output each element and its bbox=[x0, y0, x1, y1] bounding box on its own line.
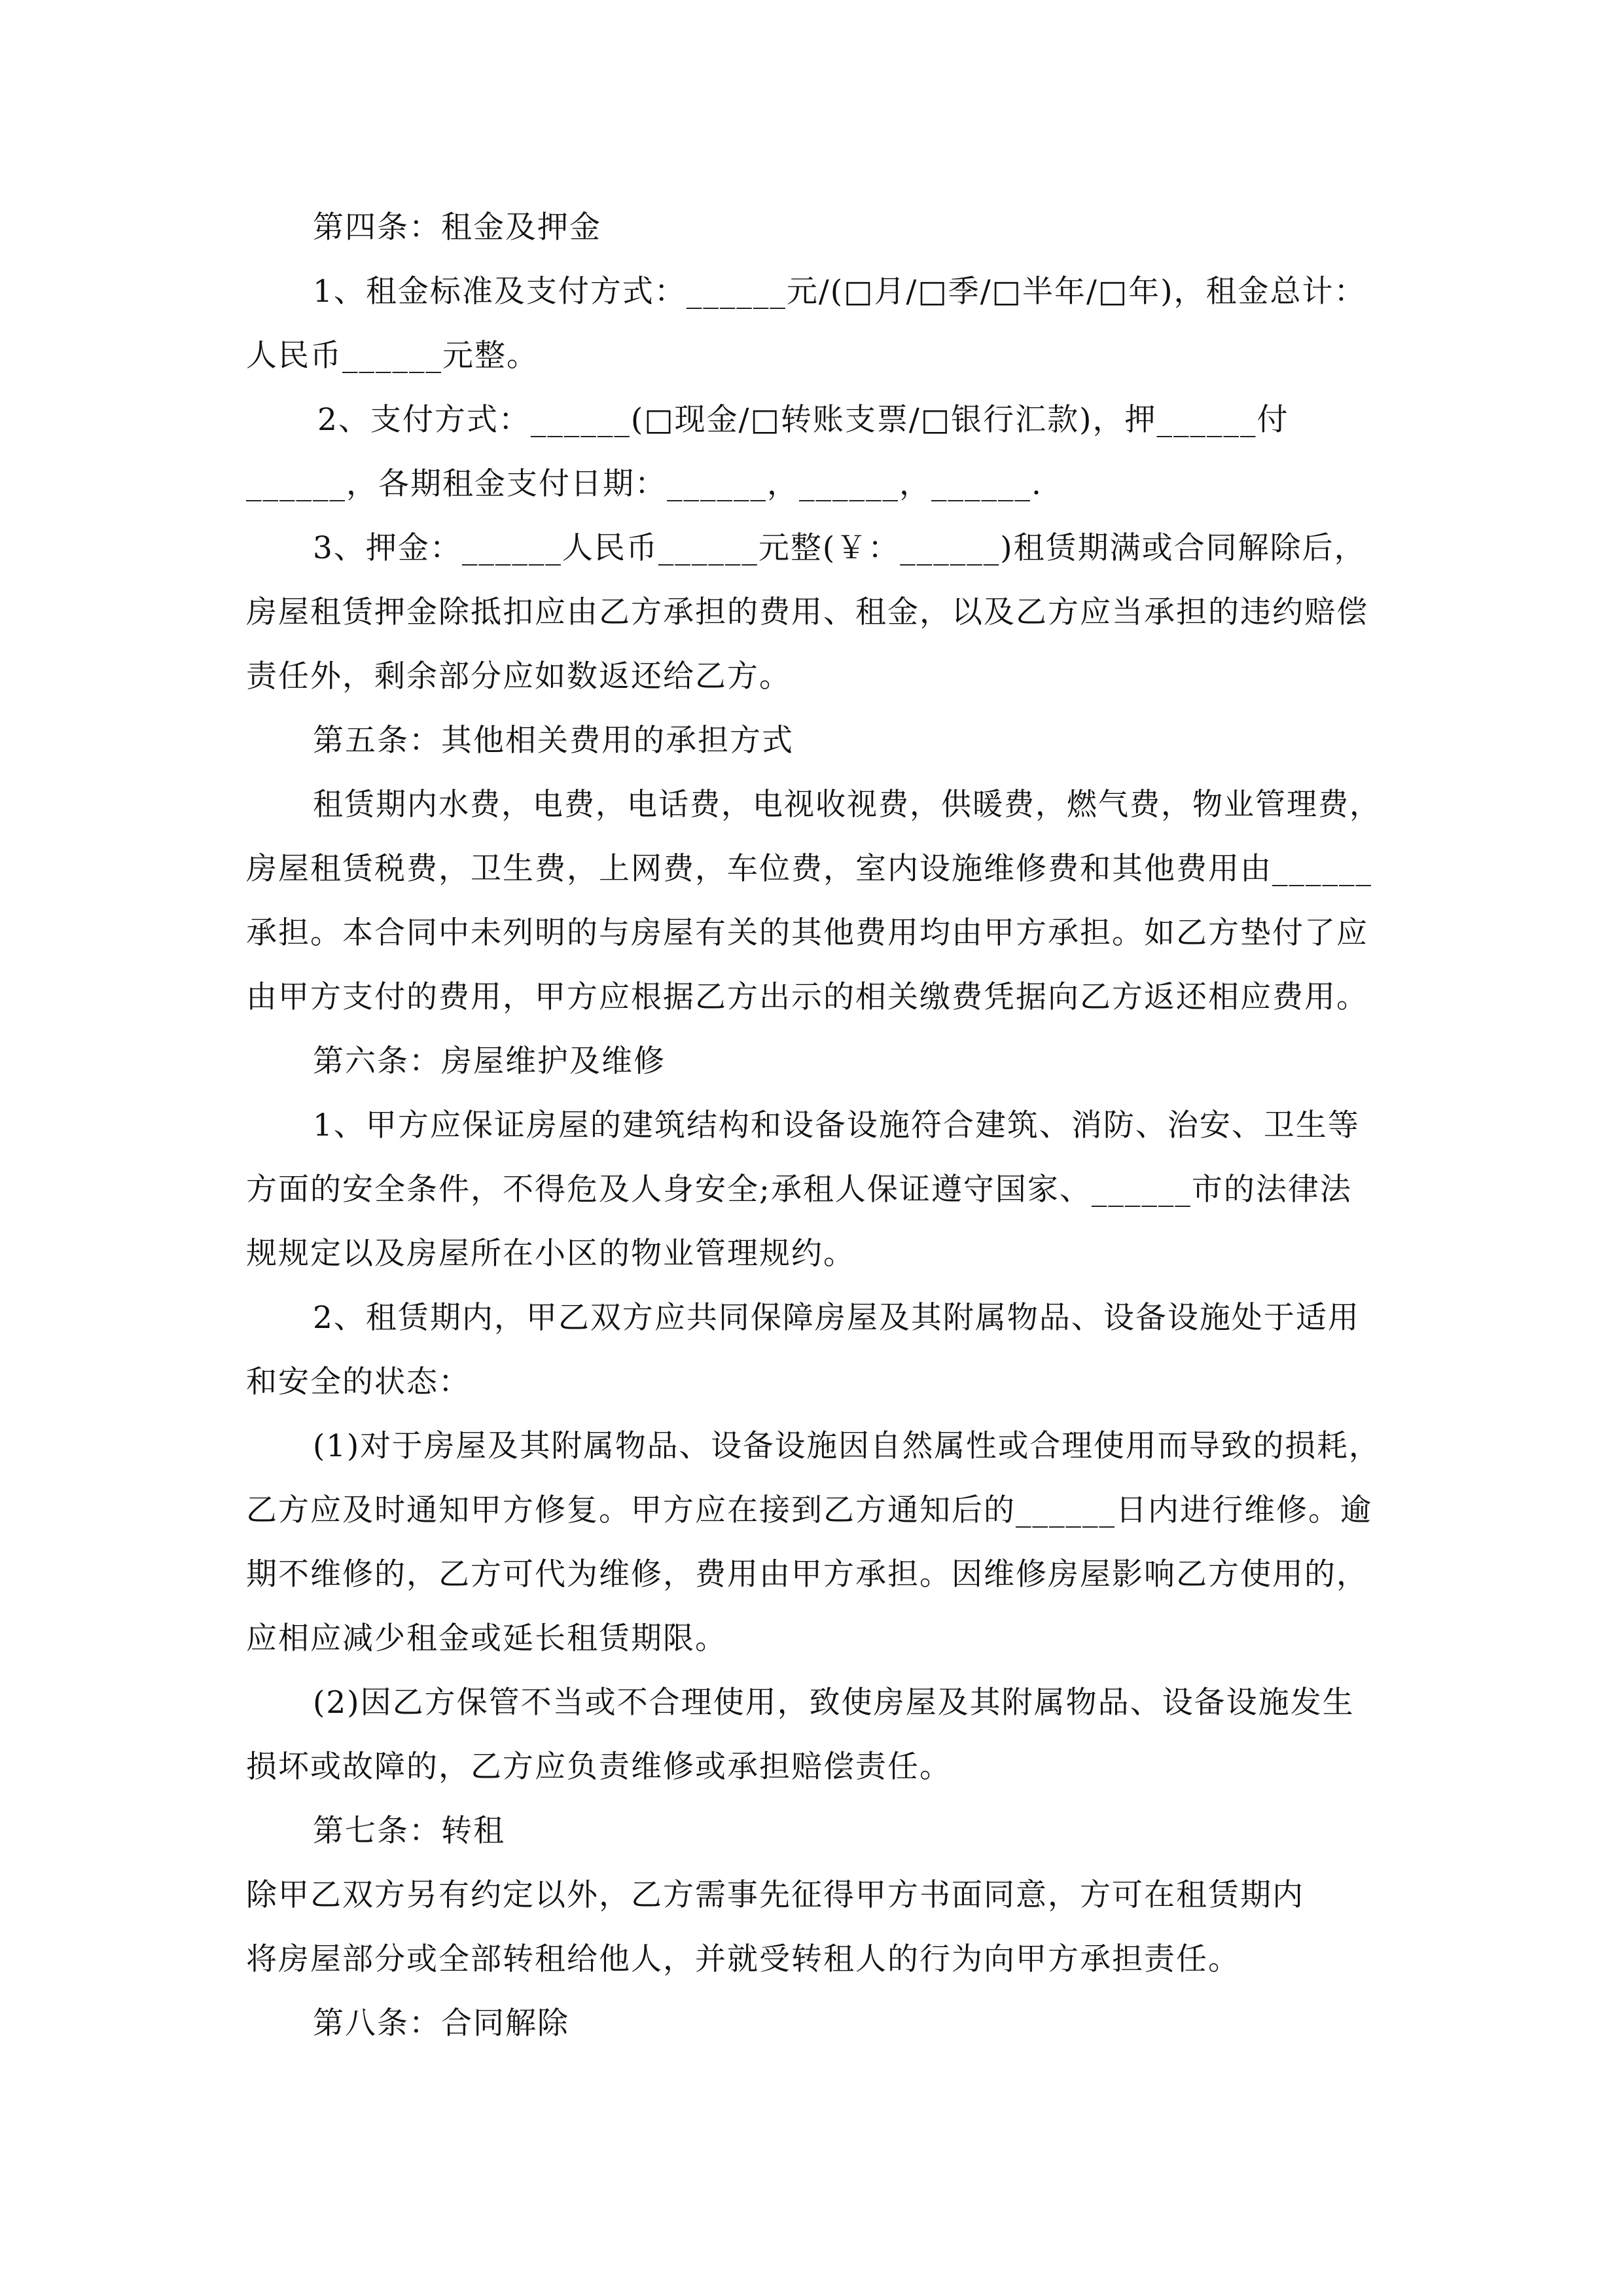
article7-heading: 第七条：转租 bbox=[313, 1813, 505, 1849]
article6-item2-line2: 和安全的状态： bbox=[246, 1364, 471, 1400]
article7-line2: 将房屋部分或全部转租给他人，并就受转租人的行为向甲方承担责任。 bbox=[246, 1941, 1240, 1977]
article4-item1-line2: 人民币______元整。 bbox=[246, 338, 539, 374]
article6-sub2-line1: (2)因乙方保管不当或不合理使用，致使房屋及其附属物品、设备设施发生 bbox=[313, 1685, 1355, 1721]
article4-item3-line3: 责任外，剩余部分应如数返还给乙方。 bbox=[246, 658, 791, 694]
article6-sub1-line3: 期不维修的，乙方可代为维修，费用由甲方承担。因维修房屋影响乙方使用的， bbox=[246, 1556, 1368, 1592]
article4-item3-line2: 房屋租赁押金除抵扣应由乙方承担的费用、租金，以及乙方应当承担的违约赔偿 bbox=[246, 594, 1368, 630]
article6-item2-line1: 2、租赁期内，甲乙双方应共同保障房屋及其附属物品、设备设施处于适用 bbox=[313, 1300, 1360, 1336]
article6-sub1-line4: 应相应减少租金或延长租赁期限。 bbox=[246, 1621, 727, 1657]
article5-line4: 由甲方支付的费用，甲方应根据乙方出示的相关缴费凭据向乙方返还相应费用。 bbox=[246, 979, 1368, 1015]
article6-sub2-line2: 损坏或故障的，乙方应负责维修或承担赔偿责任。 bbox=[246, 1749, 952, 1785]
article7-line1: 除甲乙双方另有约定以外，乙方需事先征得甲方书面同意，方可在租赁期内 bbox=[246, 1877, 1304, 1913]
article6-sub1-line1: (1)对于房屋及其附属物品、设备设施因自然属性或合理使用而导致的损耗， bbox=[313, 1428, 1381, 1464]
article6-heading: 第六条：房屋维护及维修 bbox=[313, 1043, 666, 1079]
article4-item1-line1: 1、租金标准及支付方式：______元/(□月/□季/□半年/□年)，租金总计： bbox=[313, 274, 1366, 310]
article4-heading: 第四条：租金及押金 bbox=[313, 209, 601, 245]
article5-heading: 第五条：其他相关费用的承担方式 bbox=[313, 723, 794, 759]
article6-item1-line3: 规规定以及房屋所在小区的物业管理规约。 bbox=[246, 1236, 855, 1272]
article6-item1-line1: 1、甲方应保证房屋的建筑结构和设备设施符合建筑、消防、治安、卫生等 bbox=[313, 1107, 1360, 1143]
article4-item2-line2: ______，各期租金支付日期：______，______，______. bbox=[246, 466, 1043, 502]
article6-item1-line2: 方面的安全条件，不得危及人身安全;承租人保证遵守国家、______市的法律法 bbox=[246, 1172, 1352, 1208]
article5-line3: 承担。本合同中未列明的与房屋有关的其他费用均由甲方承担。如乙方垫付了应 bbox=[246, 915, 1368, 951]
article5-line1: 租赁期内水费，电费，电话费，电视收视费，供暖费，燃气费，物业管理费， bbox=[313, 787, 1382, 823]
article6-sub1-line2: 乙方应及时通知甲方修复。甲方应在接到乙方通知后的______日内进行维修。逾 bbox=[246, 1492, 1372, 1528]
article4-item3-line1: 3、押金：______人民币______元整(￥：______)租赁期满或合同解除后， bbox=[313, 530, 1366, 566]
article8-heading: 第八条：合同解除 bbox=[313, 2005, 569, 2041]
article5-line2: 房屋租赁税费，卫生费，上网费，车位费，室内设施维修费和其他费用由______ bbox=[246, 851, 1372, 887]
article4-item2-line1: 2、支付方式：______(□现金/□转账支票/□银行汇款)，押______付 bbox=[317, 402, 1289, 438]
